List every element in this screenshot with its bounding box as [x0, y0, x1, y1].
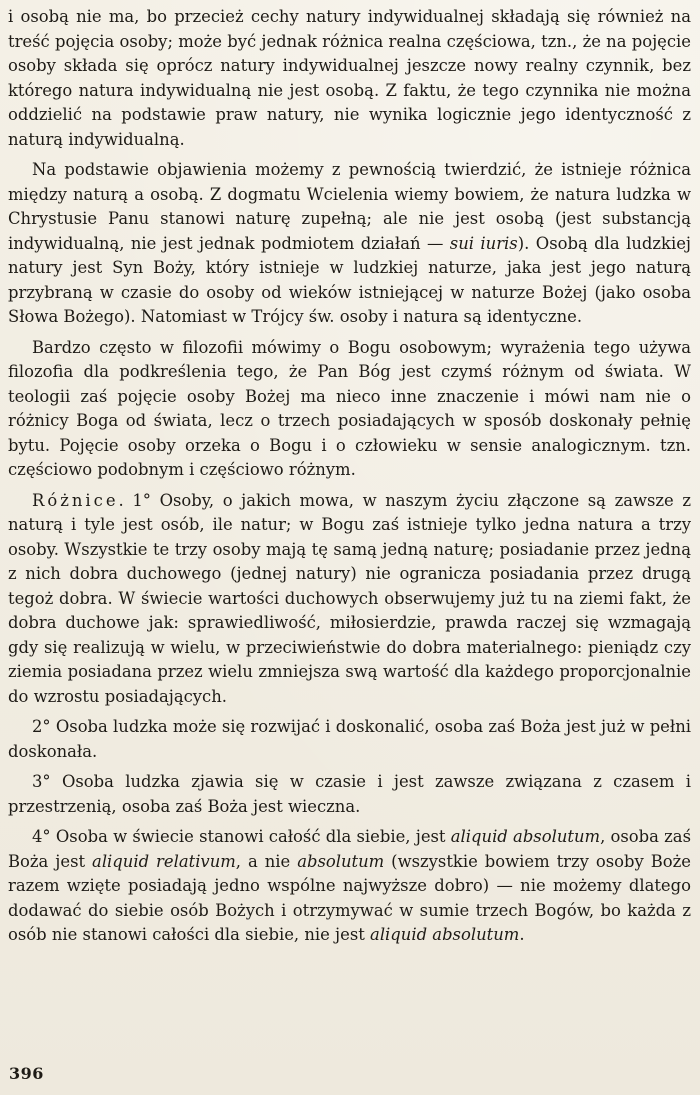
paragraph-5	[8, 715, 691, 764]
paragraph-3	[8, 336, 691, 483]
body-text	[8, 5, 691, 948]
latin-phrase: aliquid relativum	[92, 851, 236, 871]
paragraph-6	[8, 770, 691, 819]
latin-phrase: absolutum	[297, 851, 385, 871]
paragraph-7-text-b: , osoba zaś Boża jest	[8, 827, 691, 871]
latin-phrase: aliquid absolutum	[450, 827, 601, 846]
paragraph-2-text-a: Na podstawie objawienia możemy z pewnością twierdzić, że istnieje różnica między naturą a osobą. Z dogmatu Wcielenia wiemy bowiem, że natura ludzka w Chrystusie Panu stanowi naturę zupełną; ale nie jest osobą (jest substancją indywidualną, nie jest jednak podmiotem działań —	[8, 160, 691, 253]
paragraph-1	[8, 5, 691, 152]
page-number: 396	[9, 1064, 44, 1083]
paragraph-2-text-b: ). Osobą dla ludzkiej natury jest Syn Boży, który istnieje w ludzkiej naturze, jaka jest jego naturą przybraną w czasie do osoby od wieków istniejącej w naturze Bożej (jako osoba Słowa Bożego). Natomiast w Trójcy św. osoby i natura są identyczne.	[8, 233, 691, 326]
paragraph-1-text: i osobą nie ma, bo przecież cechy natury indywidualnej składają się również na treść pojęcia osoby; może być jednak różnica realna częściowa, tzn., że na pojęcie osoby składa się oprócz natury indywidualnej jeszcze nowy realny czynnik, bez którego natura indywidualną nie jest osobą. Z faktu, że tego czynnika nie można oddzielić na podstawie praw natury, nie wynika logicznie jego identyczność z naturą indywidualną.	[8, 7, 691, 149]
paragraph-4	[8, 489, 691, 710]
paragraph-6-text: 3° Osoba ludzka zjawia się w czasie i jest zawsze związana z czasem i przestrzenią, osoba zaś Boża jest wieczna.	[8, 772, 691, 816]
latin-phrase: sui iuris	[449, 233, 518, 253]
paragraph-3-text: Bardzo często w filozofii mówimy o Bogu osobowym; wyrażenia tego używa filozofia dla podkreślenia tego, że Pan Bóg jest czymś różnym od świata. W teologii zaś pojęcie osoby Bożej ma nieco inne znaczenie i mówi nam nie o różnicy Boga od świata, lecz o trzech posiadających w sposób doskonały pełnię bytu. Pojęcie osoby orzeka o Bogu i o człowieku w sensie analogicznym. tzn. częściowo podobnym i częściowo różnym.	[8, 337, 691, 479]
paragraph-2	[8, 158, 691, 330]
paragraph-7-text-a: 4° Osoba w świecie stanowi całość dla siebie, jest	[32, 827, 451, 846]
paragraph-7	[8, 825, 691, 948]
paragraph-5-text: 2° Osoba ludzka może się rozwijać i doskonalić, osoba zaś Boża jest już w pełni doskonała.	[8, 717, 691, 761]
latin-phrase: aliquid absolutum	[370, 925, 520, 944]
paragraph-7-text-e: .	[519, 925, 525, 944]
section-heading-roznice: Różnice	[32, 490, 119, 510]
paragraph-7-text-d: (wszystkie bowiem trzy osoby Boże razem wzięte posiadają jedno wspólne najwyższe dobro) — nie możemy dlatego dodawać do siebie osób Bożych i otrzymywać w sumie trzech Bogów, bo każda z osób nie stanowi całości dla siebie, nie jest	[8, 851, 691, 944]
paragraph-4-text: . 1° Osoby, o jakich mowa, w naszym życiu złączone są zawsze z naturą i tyle jest osób, ile natur; w Bogu zaś istnieje tylko jedna natura a trzy osoby. Wszystkie te trzy osoby mają tę samą jedną naturę; posiadanie przez jedną z nich dobra duchowego (jednej natury) nie ogranicza posiadania przez drugą tegoż dobra. W świecie wartości duchowych obserwujemy już tu na ziemi fakt, że dobra duchowe jak: sprawiedliwość, miłosierdzie, prawda raczej się wzmagają gdy się realizują w wielu, w przeciwieństwie do dobra materialnego: pieniądz czy ziemia posiadana przez wielu zmniejsza swą wartość dla każdego proporcjonalnie do wzrostu posiadających.	[8, 490, 691, 706]
paragraph-7-text-c: , a nie	[235, 851, 298, 871]
